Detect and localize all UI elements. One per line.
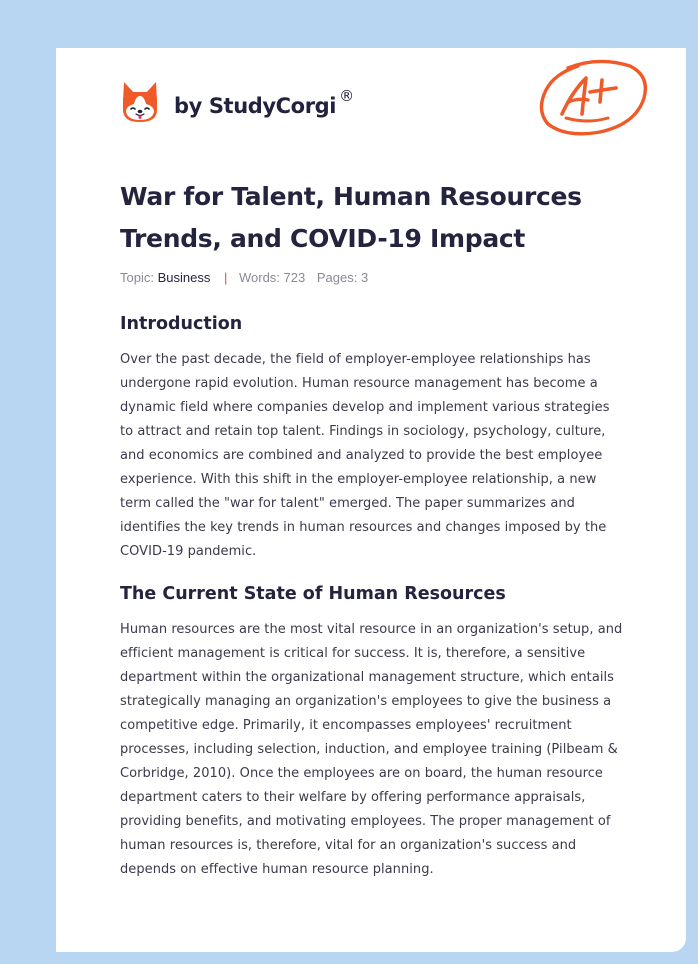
section-heading-current-state: The Current State of Human Resources xyxy=(120,584,506,604)
topic-label: Topic: xyxy=(120,270,154,285)
brand-header[interactable] xyxy=(120,72,354,132)
meta-separator: | xyxy=(223,270,228,285)
section-paragraph-introduction: Over the past decade, the field of employer-employee relationships has undergone rapid evolution. Human resource management has become a dynamic field where companies develop and implement various strategies to attract and retain top talent. Findings in sociology, psychology, culture, and economics are combined and analyzed to provide the best employee experience. With this shift in the employer-employee relationship, a new term called the "war for talent" emerged. The paper summarizes and identifies the key trends in human resources and changes imposed by the COVID-19 pandemic. xyxy=(120,352,610,559)
word-count: Words: 723 xyxy=(238,270,306,285)
brand-name: by StudyCorgi xyxy=(174,94,337,118)
section-heading-introduction: Introduction xyxy=(120,314,243,334)
section-paragraph-current-state: Human resources are the most vital resource in an organization's setup, and efficient management is critical for success. It is, therefore, a sensitive department within the organizational management structure, which entails strategically managing an organization's employees to give the business a competitive edge. Primarily, it encompasses employees' recruitment processes, including selection, induction, and employee training (Pilbeam & Corbridge, 2010). Once the employees are on board, the human resource department caters to their welfare by offering performance appraisals, providing benefits, and motivating employees. The proper management of human resources is, therefore, vital for an organization's success and depends on effective human resource planning. xyxy=(120,622,623,877)
document-content xyxy=(120,176,624,882)
topic-link[interactable]: Business xyxy=(157,270,211,285)
corgi-icon xyxy=(120,80,160,124)
document-meta xyxy=(120,268,624,288)
document-title: War for Talent, Human Resources Trends, and COVID-19 Impact xyxy=(120,182,582,253)
registered-mark: ® xyxy=(339,87,355,105)
page-count: Pages: 3 xyxy=(316,270,369,285)
document-card xyxy=(56,48,686,952)
a-plus-grade-icon xyxy=(538,58,650,140)
